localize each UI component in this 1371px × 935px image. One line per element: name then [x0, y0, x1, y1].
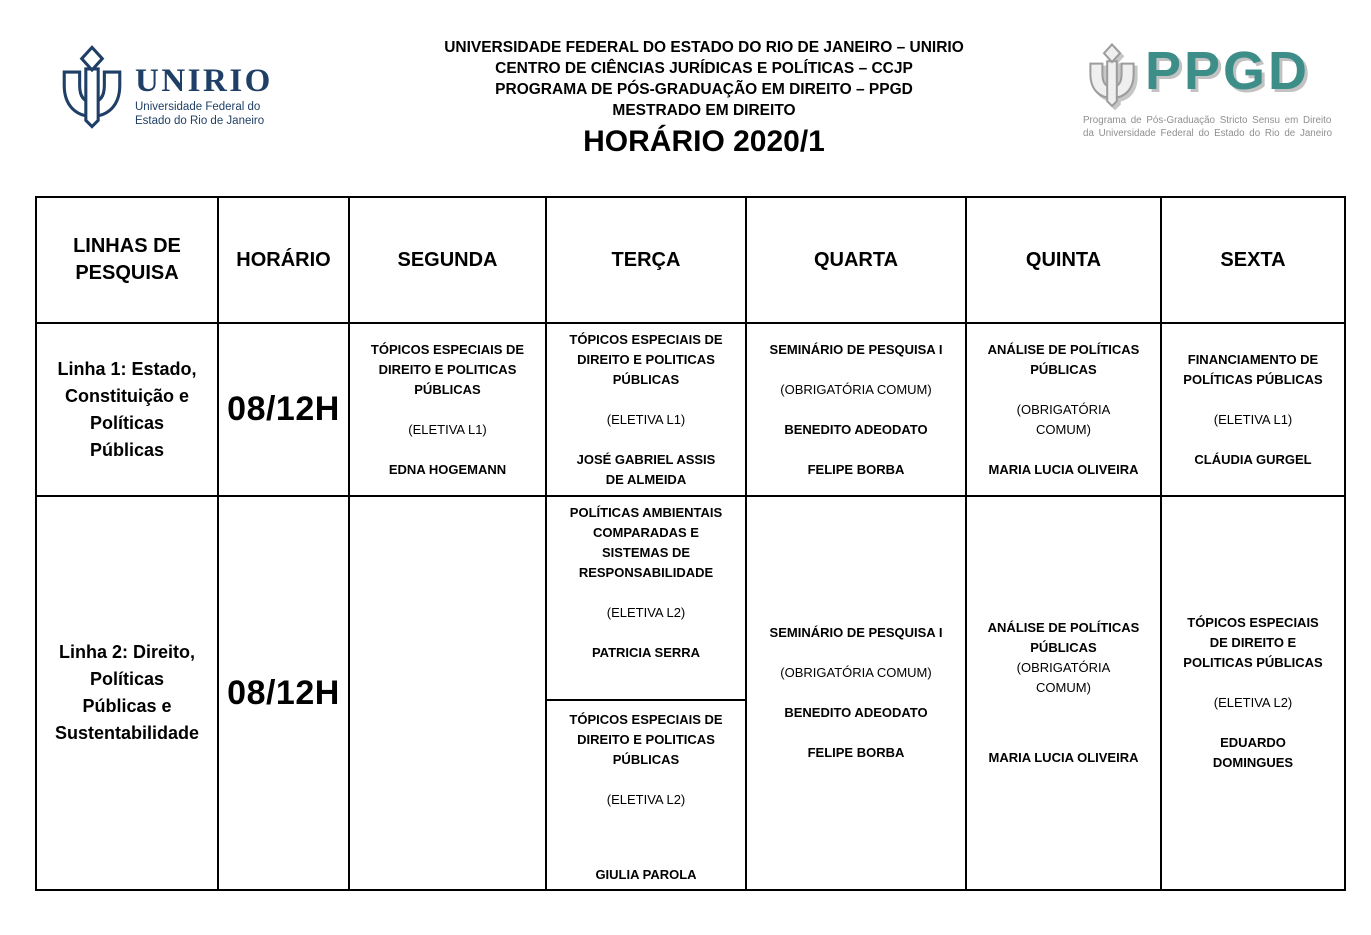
cell-linha1-terca — [546, 323, 746, 496]
cell-linha2-terca-top — [547, 497, 745, 701]
text-line: FINANCIAMENTO DE — [1187, 351, 1319, 367]
cell-linha2-sexta — [1161, 496, 1345, 890]
text-line: COMUM) — [1036, 421, 1091, 437]
text-line: DIREITO E POLITICAS — [378, 361, 517, 377]
text-line: DOMINGUES — [1212, 755, 1294, 770]
text-line: da Universidade Federal do Estado do Rio de Janeiro — [1083, 128, 1333, 139]
text-line: Linha 1: Estado, — [57, 358, 197, 379]
cell-linha2-terca-bottom — [547, 701, 745, 890]
text-line: FELIPE BORBA — [807, 745, 905, 760]
cell-paragraph — [555, 603, 737, 623]
col-header-sexta: SEXTA — [1161, 197, 1345, 323]
cell-paragraph — [555, 330, 737, 390]
cell-paragraph — [555, 410, 737, 430]
text-line: Programa de Pós-Graduação Stricto Sensu em Direito — [1083, 115, 1332, 126]
cell-linha2-terca — [546, 496, 746, 890]
text-line: POLÍTICAS AMBIENTAIS — [569, 505, 723, 520]
text-line: COMPARADAS E — [593, 525, 699, 540]
text-line: Constituição e — [64, 385, 189, 406]
text-line: POLÍTICAS PÚBLICAS — [1183, 371, 1323, 387]
text-line: SEMINÁRIO DE PESQUISA I — [769, 341, 943, 357]
text-line: TÓPICOS ESPECIAIS — [1187, 615, 1319, 630]
cell-paragraph — [358, 460, 537, 480]
col-header-terca: TERÇA — [546, 197, 746, 323]
cell-linha1-sexta — [1161, 323, 1345, 496]
text-line: (ELETIVA L2) — [606, 792, 686, 807]
col-header-linhas: LINHAS DE PESQUISA — [36, 197, 218, 323]
text-line: CLÁUDIA GURGEL — [1194, 451, 1312, 467]
unirio-logo-text — [135, 63, 273, 128]
text-line: SISTEMAS DE — [601, 545, 691, 560]
text-line: (OBRIGATÓRIA — [1016, 660, 1111, 675]
text-line: FELIPE BORBA — [807, 461, 905, 477]
unirio-wordmark: UNIRIO — [135, 63, 273, 99]
col-header-quarta: QUARTA — [746, 197, 966, 323]
text-line: (OBRIGATÓRIA COMUM) — [780, 665, 932, 680]
institution-lines — [384, 37, 1024, 121]
cell-paragraph — [555, 643, 737, 663]
text-line: Públicas — [89, 439, 165, 460]
cell-linha2-quinta — [966, 496, 1161, 890]
cell-paragraph — [1170, 693, 1336, 713]
col-header-horario: HORÁRIO — [218, 197, 349, 323]
text-line: DE DIREITO E — [1209, 635, 1297, 650]
text-line: GIULIA PAROLA — [595, 867, 697, 882]
cell-paragraph — [555, 865, 737, 885]
text-line: (OBRIGATÓRIA COMUM) — [780, 381, 932, 397]
text-line: (ELETIVA L2) — [606, 605, 686, 620]
cell-linha1-segunda — [349, 323, 546, 496]
schedule-table-wrapper — [35, 196, 1346, 891]
col-header-quinta: QUINTA — [966, 197, 1161, 323]
cell-paragraph — [755, 703, 957, 723]
cell-linha2-horario: 08/12H — [218, 496, 349, 890]
cell-paragraph — [755, 663, 957, 683]
table-row-linha1 — [36, 323, 1345, 496]
cell-paragraph — [1170, 733, 1336, 773]
ppgd-logo-caption — [1083, 114, 1333, 140]
cell-paragraph — [1170, 450, 1336, 470]
text-line: PÚBLICAS — [1030, 640, 1097, 655]
unirio-trident-icon — [56, 44, 128, 132]
cell-paragraph — [555, 790, 737, 810]
text-line: RESPONSABILIDADE — [578, 565, 714, 580]
text-line: TÓPICOS ESPECIAIS DE — [569, 331, 723, 347]
cell-linha2-title — [36, 496, 218, 890]
cell-paragraph — [755, 743, 957, 763]
cell-paragraph — [975, 340, 1152, 380]
text-line: POLITICAS PÚBLICAS — [1183, 655, 1323, 670]
cell-linha1-horario: 08/12H — [218, 323, 349, 496]
text-line: Políticas — [89, 412, 165, 433]
text-line: (OBRIGATÓRIA — [1016, 401, 1111, 417]
unirio-logo-subtitle — [135, 100, 273, 128]
cell-linha1-quarta — [746, 323, 966, 496]
text-line: Estado do Rio de Janeiro — [135, 115, 265, 127]
cell-paragraph — [975, 460, 1152, 480]
cell-paragraph — [975, 658, 1152, 698]
text-line: MARIA LUCIA OLIVEIRA — [988, 461, 1139, 477]
cell-paragraph — [1170, 613, 1336, 673]
text-line: (ELETIVA L1) — [1213, 411, 1293, 427]
ppgd-trident-icon — [1083, 42, 1141, 110]
text-line: PATRICIA SERRA — [591, 645, 701, 660]
text-line: DIREITO E POLITICAS — [577, 732, 715, 747]
cell-linha1-quinta — [966, 323, 1161, 496]
page-title: HORÁRIO 2020/1 — [583, 125, 825, 158]
text-line: SEMINÁRIO DE PESQUISA I — [769, 625, 943, 640]
cell-paragraph — [555, 503, 737, 583]
document-header — [384, 37, 1024, 159]
cell-paragraph — [555, 450, 737, 490]
text-line: TÓPICOS ESPECIAIS DE — [569, 712, 723, 727]
cell-paragraph — [755, 420, 957, 440]
text-line: MARIA LUCIA OLIVEIRA — [988, 750, 1139, 765]
cell-paragraph — [975, 748, 1152, 768]
text-line: TÓPICOS ESPECIAIS DE — [370, 341, 525, 357]
text-line: ANÁLISE DE POLÍTICAS — [987, 341, 1140, 357]
text-line: PÚBLICAS — [612, 371, 680, 387]
text-line: Sustentabilidade — [54, 723, 200, 743]
text-line: PÚBLICAS — [414, 381, 481, 397]
ppgd-wordmark: PPGD — [1145, 41, 1311, 101]
cell-linha2-quarta — [746, 496, 966, 890]
table-row-linha2 — [36, 496, 1345, 890]
cell-paragraph — [1170, 410, 1336, 430]
cell-paragraph — [755, 623, 957, 643]
cell-paragraph — [358, 420, 537, 440]
cell-paragraph — [358, 340, 537, 400]
text-line: (ELETIVA L2) — [1213, 695, 1293, 710]
text-line: DIREITO E POLITICAS — [577, 351, 715, 367]
text-line: MESTRADO EM DIREITO — [612, 102, 796, 119]
text-line: Políticas — [89, 669, 165, 689]
text-line: Públicas e — [82, 696, 172, 716]
cell-paragraph — [555, 710, 737, 770]
schedule-table — [35, 196, 1346, 891]
text-line: DE ALMEIDA — [605, 471, 687, 487]
cell-paragraph — [755, 340, 957, 360]
text-line: PÚBLICAS — [1030, 361, 1097, 377]
unirio-logo — [56, 44, 273, 132]
text-line: Linha 2: Direito, — [58, 642, 195, 662]
cell-paragraph — [755, 380, 957, 400]
text-line: (ELETIVA L1) — [408, 421, 487, 437]
cell-paragraph — [975, 618, 1152, 658]
cell-paragraph — [1170, 350, 1336, 390]
text-line: JOSÉ GABRIEL ASSIS — [576, 451, 716, 467]
text-line: Universidade Federal do — [135, 101, 261, 113]
text-line: (ELETIVA L1) — [606, 411, 686, 427]
ppgd-logo — [1083, 40, 1333, 140]
text-line: BENEDITO ADEODATO — [784, 421, 928, 437]
cell-linha2-segunda-empty — [349, 496, 546, 890]
cell-paragraph — [755, 460, 957, 480]
text-line: PROGRAMA DE PÓS-GRADUAÇÃO EM DIREITO – PPGD — [495, 81, 913, 98]
text-line: PÚBLICAS — [612, 752, 680, 767]
cell-paragraph — [975, 400, 1152, 440]
header-row — [36, 197, 1345, 323]
text-line: CENTRO DE CIÊNCIAS JURÍDICAS E POLÍTICAS – CCJP — [495, 60, 913, 77]
text-line: BENEDITO ADEODATO — [784, 705, 928, 720]
text-line: COMUM) — [1036, 680, 1091, 695]
text-line: ANÁLISE DE POLÍTICAS — [987, 620, 1140, 635]
text-line: UNIVERSIDADE FEDERAL DO ESTADO DO RIO DE JANEIRO – UNIRIO — [444, 39, 964, 56]
text-line: EDNA HOGEMANN — [388, 461, 507, 477]
text-line: EDUARDO — [1220, 735, 1286, 750]
cell-linha1-title — [36, 323, 218, 496]
col-header-segunda: SEGUNDA — [349, 197, 546, 323]
